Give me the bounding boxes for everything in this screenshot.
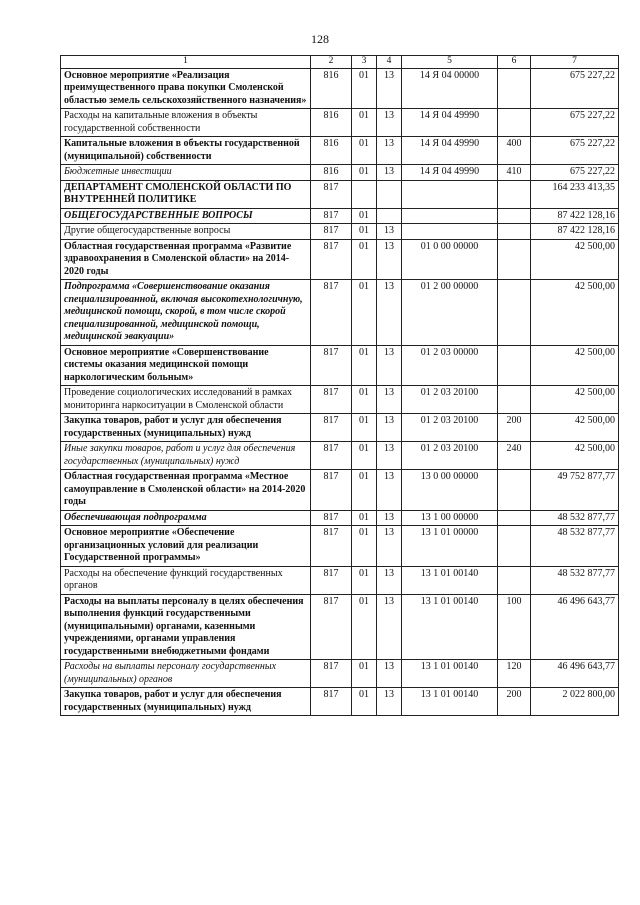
expense-type-cell: [498, 526, 531, 567]
target-article-cell: 13 1 01 00140: [402, 594, 498, 660]
subsection-cell: 13: [377, 594, 402, 660]
row-name-cell: Подпрограмма «Совершенствование оказания специализированной, включая высокотехнологичную, медицинской помощи, скорой, в том числе скорой специализированной, медицинской помощи, медицинской эвакуации»: [61, 280, 311, 346]
expense-type-cell: [498, 386, 531, 414]
admin-code-cell: 817: [311, 594, 352, 660]
amount-cell: 46 496 643,77: [531, 660, 619, 688]
table-row: [61, 137, 619, 165]
row-name-cell: Капитальные вложения в объекты государственной (муниципальной) собственности: [61, 137, 311, 165]
admin-code-cell: 817: [311, 180, 352, 208]
header-cell: 2: [311, 56, 352, 69]
admin-code-cell: 817: [311, 442, 352, 470]
row-name-cell: Другие общегосударственные вопросы: [61, 224, 311, 240]
admin-code-cell: 817: [311, 345, 352, 386]
row-name-cell: Основное мероприятие «Совершенствование системы оказания медицинской помощи наркологическим больным»: [61, 345, 311, 386]
admin-code-cell: 816: [311, 165, 352, 181]
amount-cell: 42 500,00: [531, 239, 619, 280]
target-article-cell: 13 1 01 00000: [402, 526, 498, 567]
admin-code-cell: 816: [311, 109, 352, 137]
row-name-cell: ОБЩЕГОСУДАРСТВЕННЫЕ ВОПРОСЫ: [61, 208, 311, 224]
section-cell: 01: [352, 224, 377, 240]
table-row: [61, 224, 619, 240]
admin-code-cell: 816: [311, 137, 352, 165]
subsection-cell: 13: [377, 526, 402, 567]
header-row: [61, 56, 619, 69]
amount-cell: 675 227,22: [531, 165, 619, 181]
table-row: [61, 414, 619, 442]
row-name-cell: Обеспечивающая подпрограмма: [61, 510, 311, 526]
amount-cell: 87 422 128,16: [531, 208, 619, 224]
section-cell: 01: [352, 414, 377, 442]
amount-cell: 87 422 128,16: [531, 224, 619, 240]
subsection-cell: 13: [377, 470, 402, 511]
header-cell: 7: [531, 56, 619, 69]
subsection-cell: 13: [377, 688, 402, 716]
target-article-cell: 13 1 01 00140: [402, 566, 498, 594]
amount-cell: 48 532 877,77: [531, 526, 619, 567]
header-cell: 5: [402, 56, 498, 69]
admin-code-cell: 817: [311, 470, 352, 511]
expense-type-cell: [498, 345, 531, 386]
table-row: [61, 566, 619, 594]
table-row: [61, 345, 619, 386]
expense-type-cell: 410: [498, 165, 531, 181]
target-article-cell: 14 Я 04 49990: [402, 109, 498, 137]
section-cell: 01: [352, 594, 377, 660]
admin-code-cell: 817: [311, 526, 352, 567]
amount-cell: 42 500,00: [531, 414, 619, 442]
target-article-cell: 01 2 03 20100: [402, 442, 498, 470]
section-cell: 01: [352, 688, 377, 716]
section-cell: 01: [352, 280, 377, 346]
amount-cell: 42 500,00: [531, 442, 619, 470]
header-cell: 3: [352, 56, 377, 69]
subsection-cell: 13: [377, 280, 402, 346]
amount-cell: 164 233 413,35: [531, 180, 619, 208]
target-article-cell: 13 1 01 00140: [402, 688, 498, 716]
row-name-cell: Проведение социологических исследований в рамках мониторинга наркоситуации в Смоленской области: [61, 386, 311, 414]
subsection-cell: 13: [377, 224, 402, 240]
subsection-cell: 13: [377, 414, 402, 442]
admin-code-cell: 817: [311, 280, 352, 346]
admin-code-cell: 817: [311, 688, 352, 716]
amount-cell: 675 227,22: [531, 109, 619, 137]
subsection-cell: 13: [377, 660, 402, 688]
expense-type-cell: [498, 68, 531, 109]
amount-cell: 48 532 877,77: [531, 510, 619, 526]
target-article-cell: 13 1 01 00140: [402, 660, 498, 688]
header-cell: 4: [377, 56, 402, 69]
section-cell: [352, 180, 377, 208]
target-article-cell: 01 2 00 00000: [402, 280, 498, 346]
row-name-cell: Закупка товаров, работ и услуг для обеспечения государственных (муниципальных) нужд: [61, 414, 311, 442]
expense-type-cell: [498, 180, 531, 208]
admin-code-cell: 817: [311, 510, 352, 526]
section-cell: 01: [352, 165, 377, 181]
expense-type-cell: [498, 224, 531, 240]
section-cell: 01: [352, 109, 377, 137]
admin-code-cell: 817: [311, 386, 352, 414]
section-cell: 01: [352, 526, 377, 567]
subsection-cell: 13: [377, 109, 402, 137]
subsection-cell: 13: [377, 345, 402, 386]
table-row: [61, 594, 619, 660]
section-cell: 01: [352, 660, 377, 688]
table-row: [61, 386, 619, 414]
target-article-cell: [402, 180, 498, 208]
subsection-cell: 13: [377, 137, 402, 165]
target-article-cell: 14 Я 04 49990: [402, 137, 498, 165]
table-row: [61, 526, 619, 567]
expense-type-cell: [498, 566, 531, 594]
row-name-cell: Расходы на выплаты персоналу государственных (муниципальных) органов: [61, 660, 311, 688]
expense-type-cell: [498, 239, 531, 280]
table-row: [61, 442, 619, 470]
expense-type-cell: 120: [498, 660, 531, 688]
expense-type-cell: 240: [498, 442, 531, 470]
section-cell: 01: [352, 386, 377, 414]
admin-code-cell: 817: [311, 660, 352, 688]
table-row: [61, 688, 619, 716]
row-name-cell: Иные закупки товаров, работ и услуг для обеспечения государственных (муниципальных) нужд: [61, 442, 311, 470]
table-row: [61, 208, 619, 224]
row-name-cell: Закупка товаров, работ и услуг для обеспечения государственных (муниципальных) нужд: [61, 688, 311, 716]
amount-cell: 675 227,22: [531, 68, 619, 109]
expense-type-cell: 200: [498, 688, 531, 716]
row-name-cell: ДЕПАРТАМЕНТ СМОЛЕНСКОЙ ОБЛАСТИ ПО ВНУТРЕННЕЙ ПОЛИТИКЕ: [61, 180, 311, 208]
admin-code-cell: 817: [311, 414, 352, 442]
table-row: [61, 68, 619, 109]
section-cell: 01: [352, 566, 377, 594]
row-name-cell: Расходы на обеспечение функций государственных органов: [61, 566, 311, 594]
target-article-cell: 13 1 00 00000: [402, 510, 498, 526]
expense-type-cell: 400: [498, 137, 531, 165]
section-cell: 01: [352, 137, 377, 165]
section-cell: 01: [352, 470, 377, 511]
admin-code-cell: 816: [311, 68, 352, 109]
target-article-cell: [402, 208, 498, 224]
section-cell: 01: [352, 442, 377, 470]
section-cell: 01: [352, 208, 377, 224]
target-article-cell: 13 0 00 00000: [402, 470, 498, 511]
row-name-cell: Областная государственная программа «Развитие здравоохранения в Смоленской области» на 2014-2020 годы: [61, 239, 311, 280]
section-cell: 01: [352, 68, 377, 109]
row-name-cell: Основное мероприятие «Реализация преимущественного права покупки Смоленской областью земель сельскохозяйственного назначения»: [61, 68, 311, 109]
admin-code-cell: 817: [311, 566, 352, 594]
section-cell: 01: [352, 239, 377, 280]
target-article-cell: 14 Я 04 49990: [402, 165, 498, 181]
amount-cell: 49 752 877,77: [531, 470, 619, 511]
amount-cell: 42 500,00: [531, 345, 619, 386]
section-cell: 01: [352, 510, 377, 526]
amount-cell: 46 496 643,77: [531, 594, 619, 660]
subsection-cell: 13: [377, 386, 402, 414]
target-article-cell: 14 Я 04 00000: [402, 68, 498, 109]
row-name-cell: Расходы на капитальные вложения в объекты государственной собственности: [61, 109, 311, 137]
target-article-cell: 01 2 03 20100: [402, 414, 498, 442]
admin-code-cell: 817: [311, 208, 352, 224]
expense-type-cell: [498, 280, 531, 346]
expense-type-cell: [498, 109, 531, 137]
expense-type-cell: 100: [498, 594, 531, 660]
expense-type-cell: 200: [498, 414, 531, 442]
row-name-cell: Бюджетные инвестиции: [61, 165, 311, 181]
subsection-cell: 13: [377, 239, 402, 280]
table-row: [61, 180, 619, 208]
expense-type-cell: [498, 208, 531, 224]
table-row: [61, 470, 619, 511]
row-name-cell: Основное мероприятие «Обеспечение организационных условий для реализации Государственной программы»: [61, 526, 311, 567]
row-name-cell: Расходы на выплаты персоналу в целях обеспечения выполнения функций государственными (муниципальными) органами, казенными учреждениями, органами управления государственными внебюджетными фондами: [61, 594, 311, 660]
subsection-cell: 13: [377, 68, 402, 109]
target-article-cell: 01 2 03 20100: [402, 386, 498, 414]
page-number: 128: [311, 32, 329, 46]
target-article-cell: 01 0 00 00000: [402, 239, 498, 280]
section-cell: 01: [352, 345, 377, 386]
subsection-cell: [377, 180, 402, 208]
table-row: [61, 239, 619, 280]
admin-code-cell: 817: [311, 239, 352, 280]
expense-type-cell: [498, 510, 531, 526]
admin-code-cell: 817: [311, 224, 352, 240]
target-article-cell: [402, 224, 498, 240]
expense-type-cell: [498, 470, 531, 511]
amount-cell: 2 022 800,00: [531, 688, 619, 716]
target-article-cell: 01 2 03 00000: [402, 345, 498, 386]
table-row: [61, 660, 619, 688]
amount-cell: 42 500,00: [531, 386, 619, 414]
header-cell: 6: [498, 56, 531, 69]
subsection-cell: [377, 208, 402, 224]
table-row: [61, 510, 619, 526]
subsection-cell: 13: [377, 566, 402, 594]
budget-table: [60, 55, 619, 716]
amount-cell: 48 532 877,77: [531, 566, 619, 594]
table-row: [61, 280, 619, 346]
table-row: [61, 165, 619, 181]
header-cell: 1: [61, 56, 311, 69]
amount-cell: 675 227,22: [531, 137, 619, 165]
row-name-cell: Областная государственная программа «Местное самоуправление в Смоленской области» на 2014-2020 годы: [61, 470, 311, 511]
subsection-cell: 13: [377, 510, 402, 526]
subsection-cell: 13: [377, 165, 402, 181]
table-row: [61, 109, 619, 137]
amount-cell: 42 500,00: [531, 280, 619, 346]
subsection-cell: 13: [377, 442, 402, 470]
